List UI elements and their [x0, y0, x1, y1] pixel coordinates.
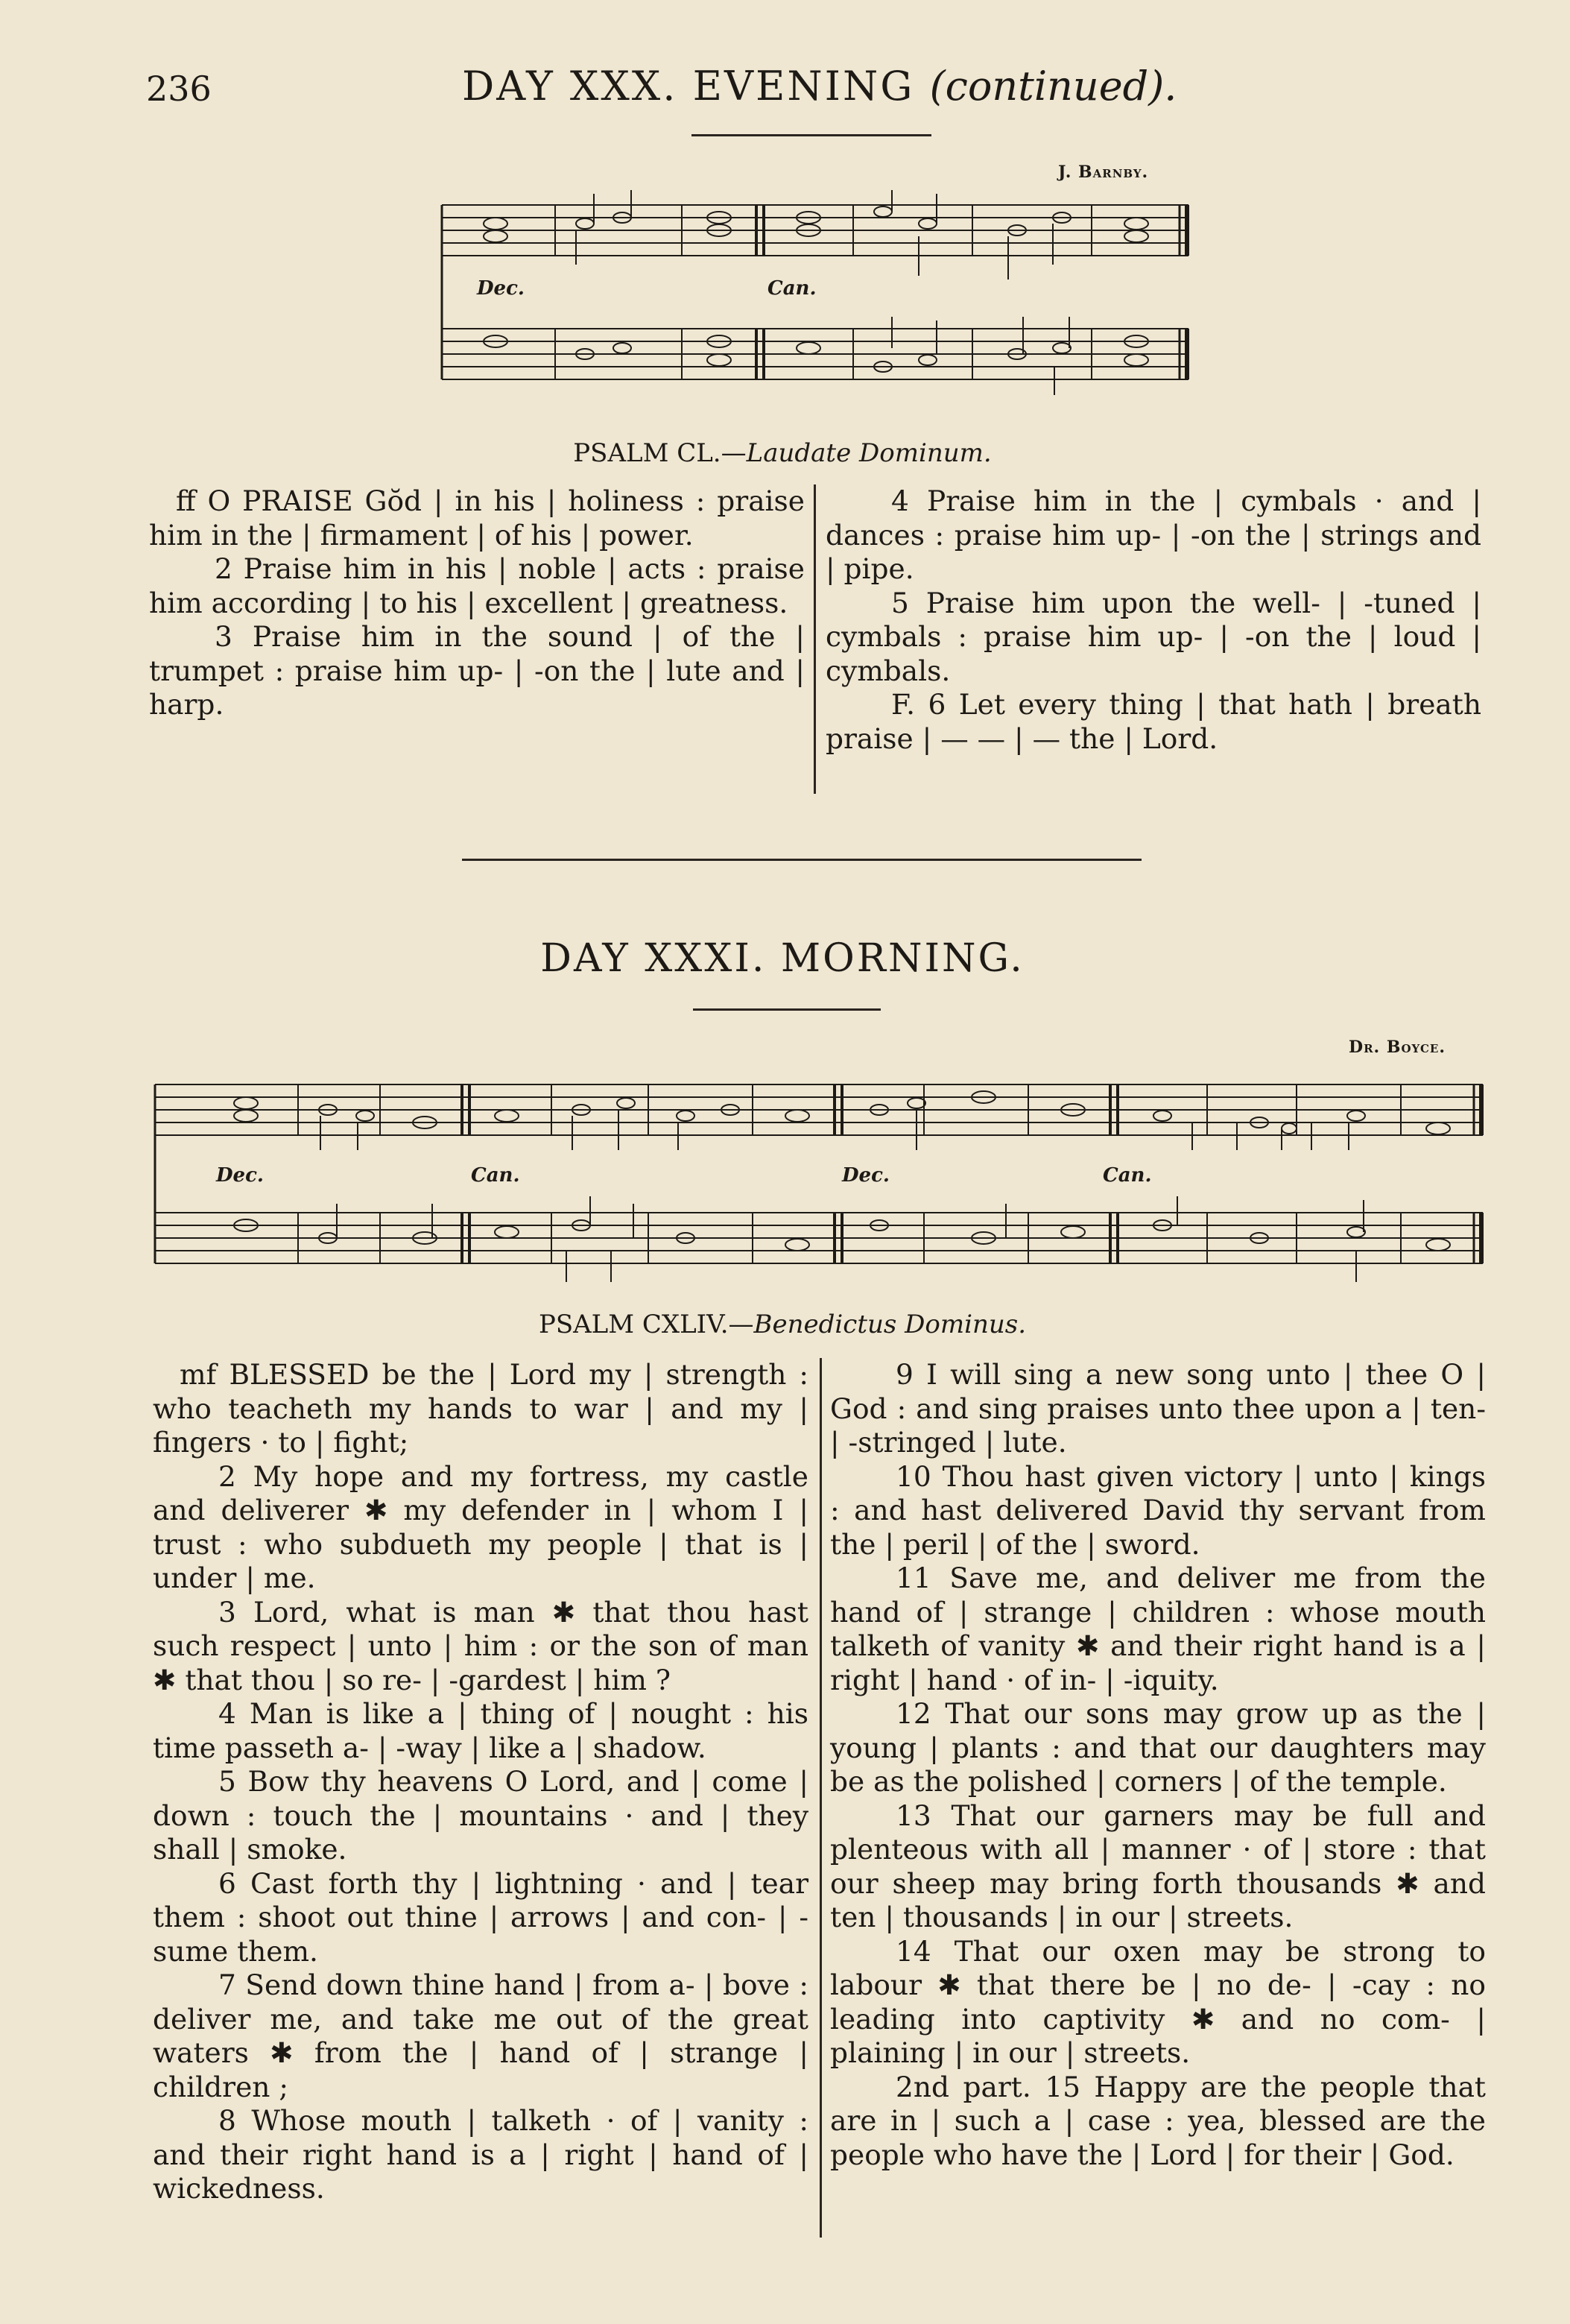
svg-text:Dec.: Dec. — [477, 277, 525, 300]
svg-text:Can.: Can. — [767, 277, 817, 300]
chant-2-composer: Dr. Boyce. — [1349, 1038, 1446, 1057]
svg-text:Dec.: Dec. — [216, 1164, 264, 1187]
verse: 7 Send down thine hand | from a- | bove : deliver me, and take me out of the great waters ✱ from the | hand of | strange | children ; — [153, 1968, 808, 2103]
chant-2-score — [149, 1062, 1490, 1282]
verse: 2nd part. 15 Happy are the people that are in | such a | case : yea, blessed are the people who have the | Lord | for their | God. — [830, 2070, 1486, 2171]
verse: 4 Praise him in the | cymbals · and | dances : praise him up- | -on the | strings and | pipe. — [826, 484, 1481, 585]
verse: F. 6 Let every thing | that hath | breath praise | — — | — the | Lord. — [826, 688, 1481, 755]
running-title — [462, 63, 1177, 110]
column-divider — [820, 1358, 822, 2238]
day-31-rule — [693, 1008, 881, 1011]
verse: 5 Praise him upon the well- | -tuned | cymbals : praise him up- | -on the | loud | cymbals. — [826, 586, 1481, 687]
psalm-144-title-number: PSALM CXLIV.— — [538, 1310, 754, 1339]
running-title-text: DAY XXX. EVENING — [462, 63, 915, 110]
column-divider — [814, 484, 816, 794]
svg-text:Can.: Can. — [471, 1164, 520, 1187]
verse: 8 Whose mouth | talketh · of | vanity : and their right hand is a | right | hand of | wickedness. — [153, 2104, 808, 2205]
psalm-144-title — [410, 1310, 1155, 1339]
verse: mf BLESSED be the | Lord my | strength : who teacheth my hands to war | and my | fingers · to | fight; — [153, 1358, 808, 1459]
psalm-150-left-column — [149, 484, 805, 722]
verse: 13 That our garners may be full and plenteous with all | manner · of | store : that our sheep may bring forth thousands ✱ and ten | thousands | in our | streets. — [830, 1799, 1486, 1933]
verse: 9 I will sing a new song unto | thee O | God : and sing praises unto thee upon a | ten- | -stringed | lute. — [830, 1358, 1486, 1459]
header-rule — [691, 134, 931, 136]
psalm-144-right-column — [830, 1358, 1486, 2172]
verse: 4 Man is like a | thing of | nought : his time passeth a- | -way | like a | shadow. — [153, 1697, 808, 1764]
psalm-150-title-number: PSALM CL.— — [573, 438, 747, 468]
section-rule — [462, 859, 1142, 861]
psalm-144-left-column — [153, 1358, 808, 2206]
svg-text:Can.: Can. — [1103, 1164, 1152, 1187]
psalm-150-title — [447, 438, 1118, 468]
verse: 12 That our sons may grow up as the | young | plants : and that our daughters may be as the polished | corners | of the temple. — [830, 1697, 1486, 1798]
verse: 2 Praise him in his | noble | acts : praise him according | to his | excellent | greatness. — [149, 552, 805, 619]
psalm-150-right-column — [826, 484, 1481, 756]
page-number: 236 — [146, 69, 212, 109]
verse: 3 Lord, what is man ✱ that thou hast such respect | unto | him : or the son of man ✱ that thou | so re- | -gardest | him ? — [153, 1595, 808, 1696]
psalm-150-title-latin: Laudate Dominum. — [746, 438, 992, 468]
verse: 2 My hope and my fortress, my castle and deliverer ✱ my defender in | whom I | trust : who subdueth my people | that is | under | me. — [153, 1459, 808, 1594]
verse: 10 Thou hast given victory | unto | kings : and hast delivered David thy servant from the | peril | of the | sword. — [830, 1459, 1486, 1561]
verse: 6 Cast forth thy | lightning · and | tear them : shoot out thine | arrows | and con- | -sume them. — [153, 1866, 808, 1968]
day-31-title: DAY XXXI. MORNING. — [540, 936, 1025, 981]
chant-1-composer: J. Barnby. — [1058, 162, 1149, 182]
verse: 5 Bow thy heavens O Lord, and | come | down : touch the | mountains · and | they shall | smoke. — [153, 1765, 808, 1866]
verse: 3 Praise him in the sound | of the | trumpet : praise him up- | -on the | lute and | harp. — [149, 620, 805, 721]
running-title-suffix: (continued). — [929, 63, 1177, 110]
verse: ff O PRAISE Gŏd | in his | holiness : praise him in the | firmament | of his | power. — [149, 484, 805, 552]
chant-1-score — [436, 190, 1196, 395]
verse: 11 Save me, and deliver me from the hand of | strange | children : whose mouth talketh of vanity ✱ and their right hand is a | right | hand · of in- | -iquity. — [830, 1562, 1486, 1696]
psalm-144-title-latin: Benedictus Dominus. — [753, 1310, 1027, 1339]
svg-text:Dec.: Dec. — [842, 1164, 890, 1187]
verse: 14 That our oxen may be strong to labour ✱ that there be | no de- | -cay : no leading into captivity ✱ and no com- | plaining | in our | streets. — [830, 1934, 1486, 2069]
